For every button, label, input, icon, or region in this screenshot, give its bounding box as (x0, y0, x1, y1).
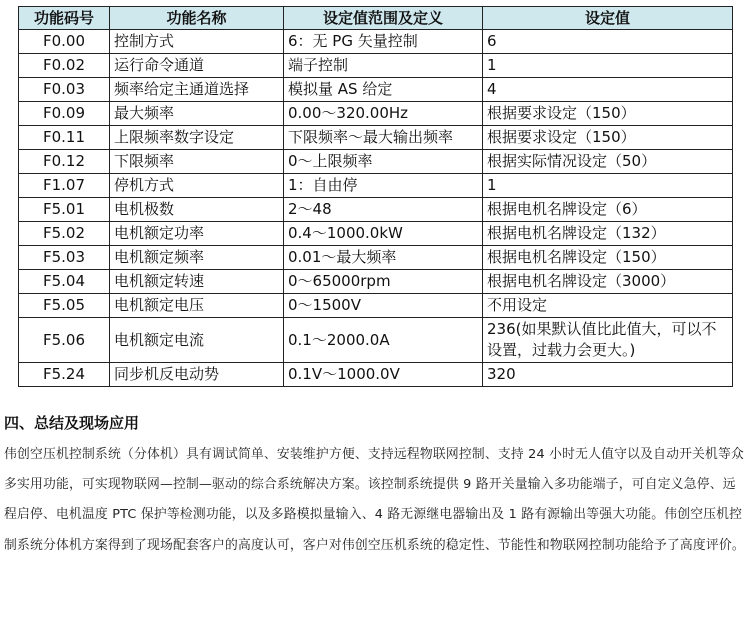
cell-value: 根据电机名牌设定（6） (483, 198, 733, 222)
cell-value: 根据要求设定（150） (483, 126, 733, 150)
table-row (19, 150, 733, 174)
cell-code: F5.04 (19, 270, 110, 294)
table-row (19, 126, 733, 150)
cell-value: 不用设定 (483, 294, 733, 318)
cell-name: 控制方式 (110, 30, 284, 54)
cell-code: F5.05 (19, 294, 110, 318)
cell-range: 0.1～2000.0A (284, 318, 483, 363)
cell-value: 1 (483, 54, 733, 78)
cell-value: 根据要求设定（150） (483, 102, 733, 126)
cell-code: F0.02 (19, 54, 110, 78)
cell-range: 0.00～320.00Hz (284, 102, 483, 126)
cell-code: F0.03 (19, 78, 110, 102)
cell-name: 运行命令通道 (110, 54, 284, 78)
cell-range: 6：无 PG 矢量控制 (284, 30, 483, 54)
table-row (19, 246, 733, 270)
cell-code: F0.00 (19, 30, 110, 54)
cell-range: 0.4～1000.0kW (284, 222, 483, 246)
cell-value: 320 (483, 363, 733, 387)
cell-code: F5.01 (19, 198, 110, 222)
cell-name: 同步机反电动势 (110, 363, 284, 387)
cell-range: 1：自由停 (284, 174, 483, 198)
cell-range: 0～上限频率 (284, 150, 483, 174)
summary-paragraph: 伟创空压机控制系统（分体机）具有调试简单、安装维护方便、支持远程物联网控制、支持 24 小时无人值守以及自动开关机等众多实用功能，可实现物联网—控制—驱动的综合系统解决方案。该控制系统提供 9 路开关量输入多功能端子，可自定义急停、远程启停、电机温度 PTC 保护等检测功能，以及多路模拟量输入、4 路无源继电器输出及 1 路有源输出等强大功能。伟创空压机控制系统分体机方案得到了现场配套客户的高度认可，客户对伟创空压机系统的稳定性、节能性和物联网控制功能给予了高度评价。 (4, 447, 745, 553)
cell-range: 模拟量 AS 给定 (284, 78, 483, 102)
table-header-row (19, 7, 733, 30)
table-row (19, 222, 733, 246)
cell-code: F0.09 (19, 102, 110, 126)
table-row (19, 270, 733, 294)
cell-code: F0.11 (19, 126, 110, 150)
cell-value: 根据电机名牌设定（3000） (483, 270, 733, 294)
table-row (19, 294, 733, 318)
cell-name: 电机额定电压 (110, 294, 284, 318)
cell-code: F5.06 (19, 318, 110, 363)
cell-range: 2～48 (284, 198, 483, 222)
header-name: 功能名称 (110, 7, 284, 30)
cell-code: F5.02 (19, 222, 110, 246)
parameter-table (18, 6, 733, 387)
cell-value: 1 (483, 174, 733, 198)
table-row (19, 102, 733, 126)
cell-name: 电机额定频率 (110, 246, 284, 270)
cell-range: 端子控制 (284, 54, 483, 78)
cell-value: 4 (483, 78, 733, 102)
header-value: 设定值 (483, 7, 733, 30)
cell-name: 电机极数 (110, 198, 284, 222)
table-row (19, 198, 733, 222)
cell-range: 0.1V～1000.0V (284, 363, 483, 387)
cell-name: 上限频率数字设定 (110, 126, 284, 150)
cell-code: F5.24 (19, 363, 110, 387)
cell-code: F1.07 (19, 174, 110, 198)
cell-code: F0.12 (19, 150, 110, 174)
cell-range: 0～65000rpm (284, 270, 483, 294)
table-row (19, 54, 733, 78)
header-range: 设定值范围及定义 (284, 7, 483, 30)
table-row (19, 174, 733, 198)
cell-range: 0.01～最大频率 (284, 246, 483, 270)
cell-value: 根据电机名牌设定（150） (483, 246, 733, 270)
cell-range: 0～1500V (284, 294, 483, 318)
cell-name: 频率给定主通道选择 (110, 78, 284, 102)
cell-name: 停机方式 (110, 174, 284, 198)
table-row (19, 78, 733, 102)
cell-value: 236(如果默认值比此值大，可以不设置，过载力会更大。) (483, 318, 733, 363)
cell-value: 6 (483, 30, 733, 54)
cell-code: F5.03 (19, 246, 110, 270)
cell-name: 电机额定转速 (110, 270, 284, 294)
header-code: 功能码号 (19, 7, 110, 30)
table-row (19, 30, 733, 54)
cell-value: 根据电机名牌设定（132） (483, 222, 733, 246)
cell-name: 电机额定电流 (110, 318, 284, 363)
cell-range: 下限频率～最大输出频率 (284, 126, 483, 150)
table-row (19, 318, 733, 363)
cell-name: 最大频率 (110, 102, 284, 126)
cell-name: 电机额定功率 (110, 222, 284, 246)
cell-value: 根据实际情况设定（50） (483, 150, 733, 174)
table-row (19, 363, 733, 387)
section-heading: 四、总结及现场应用 (4, 414, 140, 432)
cell-name: 下限频率 (110, 150, 284, 174)
